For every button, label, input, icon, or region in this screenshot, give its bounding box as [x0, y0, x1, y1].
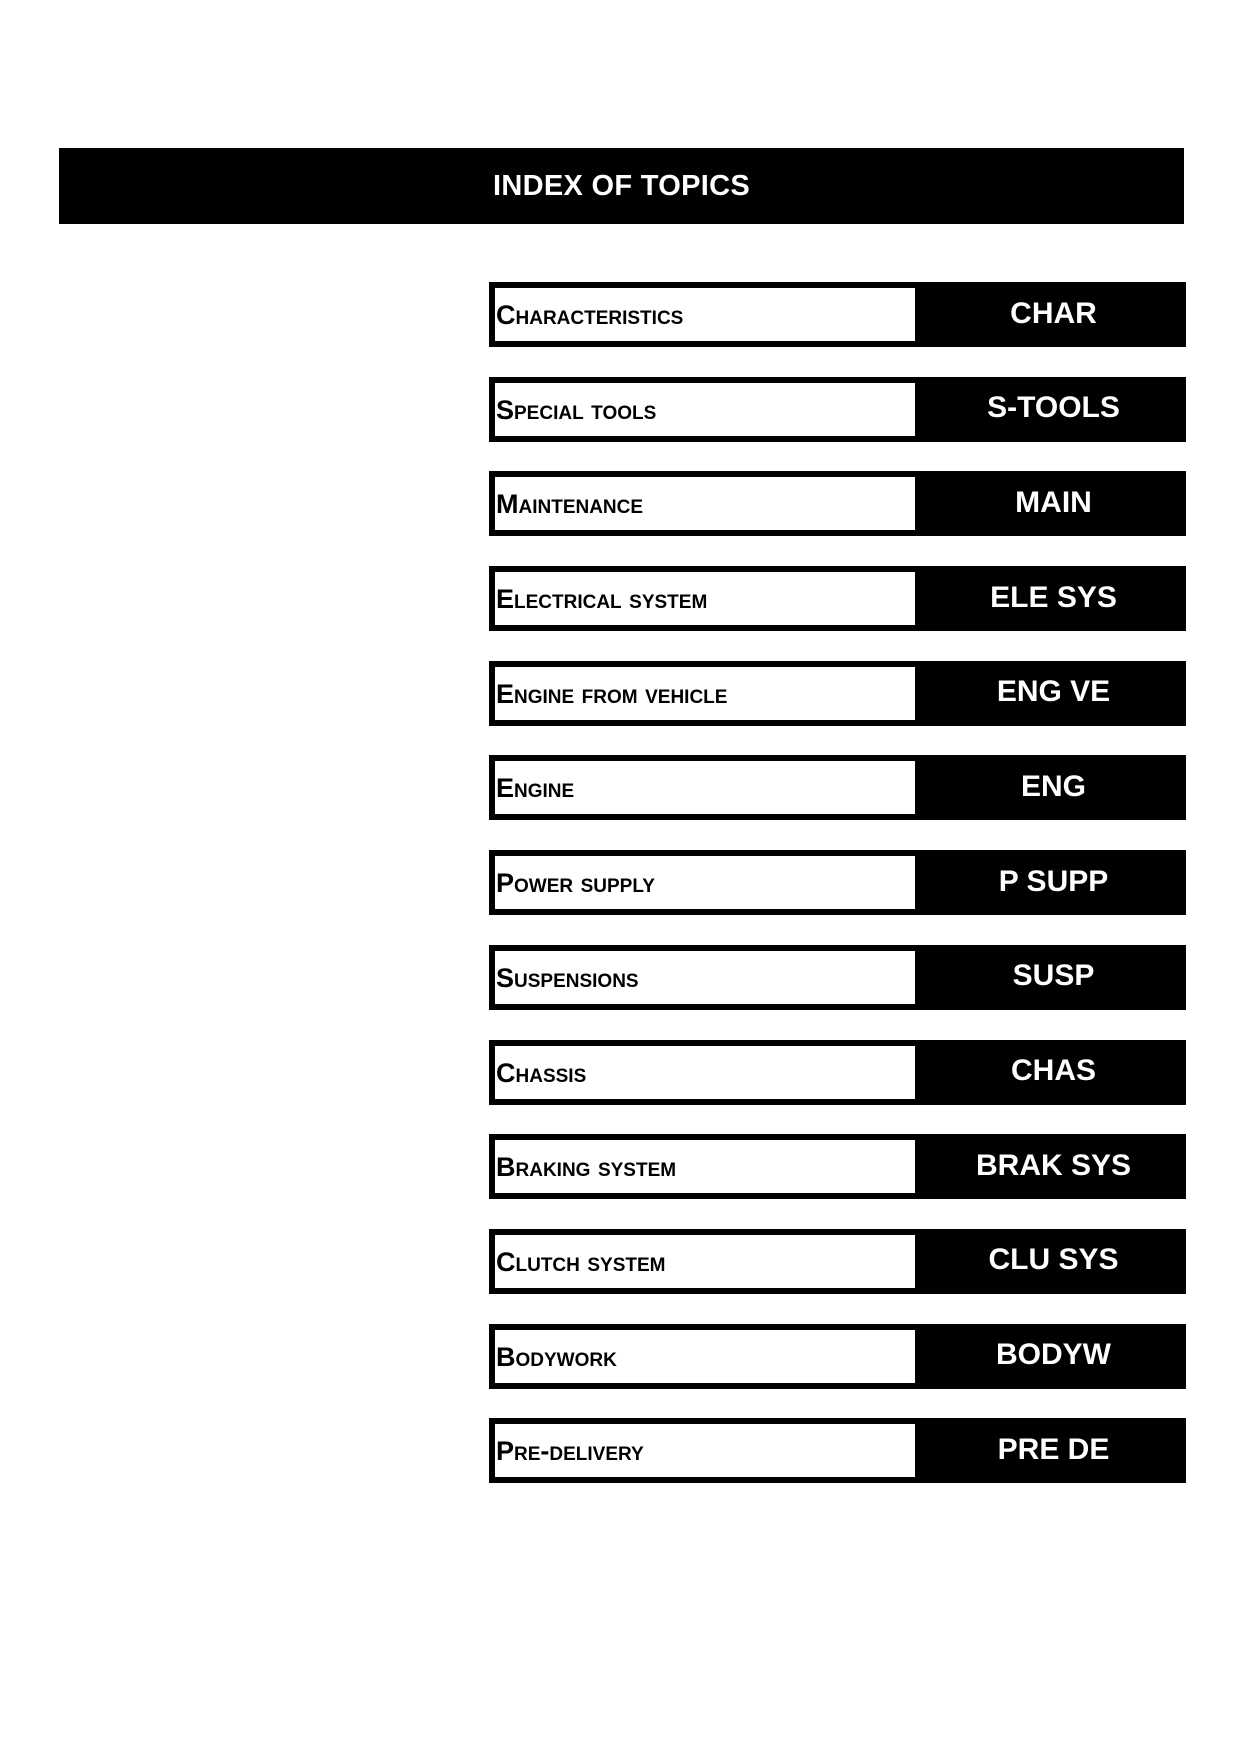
- topic-code: BODYW: [996, 1338, 1111, 1372]
- topic-row-pre-delivery[interactable]: [489, 1418, 1186, 1483]
- topic-code: ENG VE: [996, 675, 1111, 709]
- topic-code: PRE DE: [997, 1432, 1110, 1466]
- topic-code: BRAK SYS: [975, 1148, 1132, 1182]
- topic-code: CHAS: [1010, 1054, 1096, 1087]
- topic-code-tab[interactable]: [921, 566, 1186, 631]
- topic-name-box: [489, 1040, 921, 1105]
- page-title: INDEX OF TOPICS: [493, 169, 750, 202]
- topic-code: ELE SYS: [990, 580, 1117, 614]
- topic-code-tab[interactable]: [921, 945, 1186, 1010]
- index-header-bar: [59, 148, 1184, 224]
- topic-row-chassis[interactable]: [489, 1040, 1186, 1105]
- topic-name-box: [489, 1229, 921, 1294]
- topic-row-maintenance[interactable]: [489, 471, 1186, 536]
- topic-code: CHAR: [1010, 296, 1097, 330]
- topic-name: Power supply: [496, 868, 655, 899]
- topic-code-tab[interactable]: [921, 1418, 1186, 1483]
- topic-code-tab[interactable]: [921, 850, 1186, 915]
- topic-code-tab[interactable]: [921, 1134, 1186, 1199]
- topic-name-box: [489, 661, 921, 726]
- topic-code-tab[interactable]: [921, 471, 1186, 536]
- topic-row-engine[interactable]: [489, 755, 1186, 820]
- topic-name-box: [489, 282, 921, 347]
- topic-code: SUSP: [1012, 959, 1095, 993]
- topic-code-tab[interactable]: [921, 282, 1186, 347]
- topic-code-tab[interactable]: [921, 661, 1186, 726]
- topic-name-box: [489, 1134, 921, 1199]
- topic-name-box: [489, 1324, 921, 1389]
- topic-name: Chassis: [496, 1057, 587, 1088]
- topic-row-braking-system[interactable]: [489, 1134, 1186, 1199]
- topic-name: Suspensions: [496, 962, 639, 993]
- topic-name-box: [489, 850, 921, 915]
- topic-name: Special tools: [496, 394, 657, 425]
- topic-row-bodywork[interactable]: [489, 1324, 1186, 1389]
- topic-name: Electrical system: [496, 584, 708, 615]
- topic-name-box: [489, 945, 921, 1010]
- topic-code-tab[interactable]: [921, 755, 1186, 820]
- topic-name-box: [489, 377, 921, 442]
- topic-row-clutch-system[interactable]: [489, 1229, 1186, 1294]
- topic-list: [489, 282, 1186, 1513]
- topic-name-box: [489, 1418, 921, 1483]
- topic-name-box: [489, 566, 921, 631]
- topic-code: ENG: [1020, 769, 1086, 803]
- topic-row-suspensions[interactable]: [489, 945, 1186, 1010]
- topic-code-tab[interactable]: [921, 1229, 1186, 1294]
- topic-row-characteristics[interactable]: [489, 282, 1186, 347]
- topic-name: Engine from vehicle: [496, 678, 728, 709]
- topic-name: Bodywork: [496, 1341, 617, 1372]
- topic-code: MAIN: [1015, 485, 1092, 519]
- topic-code: P SUPP: [998, 864, 1109, 898]
- topic-code-tab[interactable]: [921, 377, 1186, 442]
- topic-name: Pre-delivery: [496, 1436, 644, 1467]
- topic-code-tab[interactable]: [921, 1324, 1186, 1389]
- topic-row-engine-from-vehicle[interactable]: [489, 661, 1186, 726]
- topic-name: Engine: [496, 773, 575, 804]
- topic-code: CLU SYS: [988, 1243, 1119, 1277]
- topic-name: Characteristics: [496, 300, 684, 330]
- topic-row-special-tools[interactable]: [489, 377, 1186, 442]
- topic-row-power-supply[interactable]: [489, 850, 1186, 915]
- topic-code-tab[interactable]: [921, 1040, 1186, 1105]
- topic-name: Braking system: [496, 1152, 677, 1183]
- topic-name: Clutch system: [496, 1246, 666, 1277]
- topic-name-box: [489, 471, 921, 536]
- topic-name-box: [489, 755, 921, 820]
- topic-row-electrical-system[interactable]: [489, 566, 1186, 631]
- topic-code: S-TOOLS: [987, 391, 1120, 425]
- topic-name: Maintenance: [496, 489, 644, 520]
